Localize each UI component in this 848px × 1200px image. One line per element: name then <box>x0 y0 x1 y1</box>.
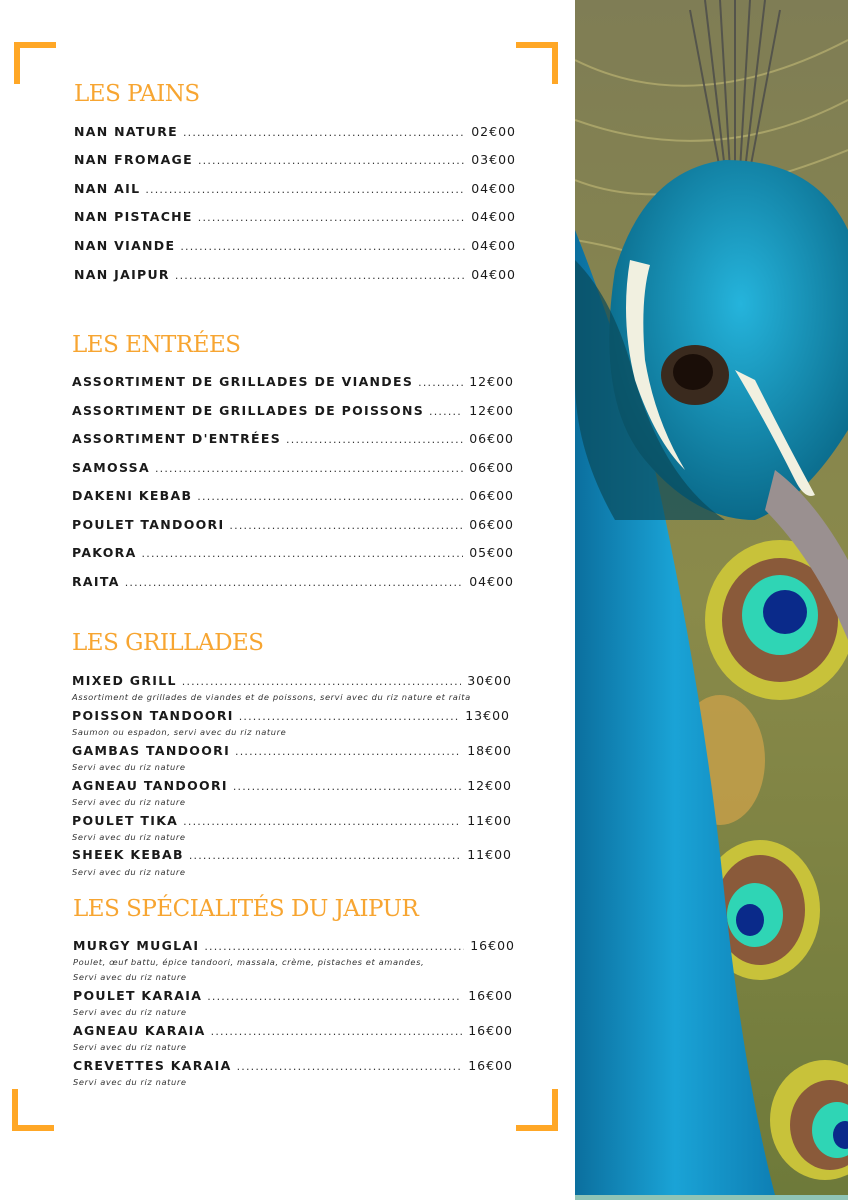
dot-leader <box>211 1025 463 1038</box>
item-name: NAN NATURE <box>74 124 178 139</box>
item-description: Servi avec du riz nature <box>73 1007 187 1017</box>
dot-leader <box>189 849 461 862</box>
item-name: POULET TIKA <box>72 813 179 828</box>
item-description: Servi avec du riz nature <box>73 972 187 982</box>
item-price: 02€00 <box>471 124 516 139</box>
item-price: 05€00 <box>469 545 514 560</box>
item-name: AGNEAU TANDOORI <box>72 778 228 793</box>
item-name: DAKENI KEBAB <box>72 488 193 503</box>
menu-item <box>74 152 516 170</box>
dot-leader <box>233 780 461 793</box>
menu-item <box>72 813 512 831</box>
item-price: 04€00 <box>471 238 516 253</box>
item-description: Assortiment de grillades de viandes et de poissons, servi avec du riz nature et raita <box>72 692 471 702</box>
dot-leader <box>429 405 463 418</box>
menu-item <box>72 545 514 563</box>
menu-item <box>72 708 510 726</box>
item-price: 12€00 <box>469 374 514 389</box>
menu-item <box>73 938 515 956</box>
item-price: 11€00 <box>467 813 512 828</box>
menu-item <box>72 673 512 691</box>
item-description: Servi avec du riz nature <box>72 867 186 877</box>
corner-bracket-top-right <box>516 42 558 84</box>
item-name: POISSON TANDOORI <box>72 708 234 723</box>
item-price: 12€00 <box>467 778 512 793</box>
item-description: Servi avec du riz nature <box>72 832 186 842</box>
menu-item <box>72 778 512 796</box>
menu-item <box>74 267 516 285</box>
item-description: Servi avec du riz nature <box>72 797 186 807</box>
item-name: SAMOSSA <box>72 460 150 475</box>
item-price: 16€00 <box>470 938 515 953</box>
item-price: 03€00 <box>471 152 516 167</box>
item-price: 04€00 <box>471 209 516 224</box>
corner-bracket-bottom-left <box>12 1089 54 1131</box>
dot-leader <box>198 211 465 224</box>
item-price: 11€00 <box>467 847 512 862</box>
menu-item <box>73 988 513 1006</box>
dot-leader <box>239 710 460 723</box>
item-price: 13€00 <box>465 708 510 723</box>
item-name: POULET KARAIA <box>73 988 203 1003</box>
dot-leader <box>155 462 463 475</box>
menu-item <box>74 238 516 256</box>
dot-leader <box>197 490 463 503</box>
dot-leader <box>229 519 463 532</box>
section-title-grillades: LES GRILLADES <box>72 630 264 656</box>
dot-leader <box>182 675 461 688</box>
menu-item <box>74 124 516 142</box>
dot-leader <box>207 990 462 1003</box>
menu-item <box>72 847 512 865</box>
item-price: 16€00 <box>468 1023 513 1038</box>
item-description: Saumon ou espadon, servi avec du riz nature <box>72 727 287 737</box>
bottom-strip <box>575 1195 848 1200</box>
menu-item <box>72 574 514 592</box>
item-name: NAN JAIPUR <box>74 267 170 282</box>
item-price: 04€00 <box>469 574 514 589</box>
section-title-entrees: LES ENTRÉES <box>72 332 241 358</box>
item-name: NAN AIL <box>74 181 141 196</box>
item-price: 06€00 <box>469 517 514 532</box>
menu-item <box>74 181 516 199</box>
item-name: MIXED GRILL <box>72 673 177 688</box>
item-name: NAN VIANDE <box>74 238 176 253</box>
item-description: Poulet, œuf battu, épice tandoori, massala, crème, pistaches et amandes, <box>73 957 425 967</box>
item-name: RAITA <box>72 574 120 589</box>
item-price: 18€00 <box>467 743 512 758</box>
item-name: POULET TANDOORI <box>72 517 225 532</box>
dot-leader <box>145 183 465 196</box>
dot-leader <box>235 745 461 758</box>
menu-item <box>72 460 514 478</box>
item-name: NAN PISTACHE <box>74 209 193 224</box>
item-name: CREVETTES KARAIA <box>73 1058 232 1073</box>
corner-bracket-bottom-right <box>516 1089 558 1131</box>
item-name: ASSORTIMENT DE GRILLADES DE VIANDES <box>72 374 414 389</box>
dot-leader <box>183 126 465 139</box>
item-name: ASSORTIMENT DE GRILLADES DE POISSONS <box>72 403 425 418</box>
item-name: MURGY MUGLAI <box>73 938 200 953</box>
menu-item <box>72 517 514 535</box>
item-price: 06€00 <box>469 488 514 503</box>
item-price: 16€00 <box>468 988 513 1003</box>
section-title-specialites: LES SPÉCIALITÉS DU JAIPUR <box>73 896 419 922</box>
item-name: ASSORTIMENT D'ENTRÉES <box>72 431 282 446</box>
item-description: Servi avec du riz nature <box>72 762 186 772</box>
item-price: 04€00 <box>471 181 516 196</box>
item-price: 04€00 <box>471 267 516 282</box>
item-price: 06€00 <box>469 431 514 446</box>
item-name: AGNEAU KARAIA <box>73 1023 206 1038</box>
item-description: Servi avec du riz nature <box>73 1042 187 1052</box>
dot-leader <box>142 547 464 560</box>
dot-leader <box>125 576 464 589</box>
item-price: 12€00 <box>469 403 514 418</box>
peacock-illustration <box>575 0 848 1195</box>
dot-leader <box>175 269 465 282</box>
item-name: NAN FROMAGE <box>74 152 193 167</box>
menu-item <box>72 374 514 392</box>
item-name: SHEEK KEBAB <box>72 847 184 862</box>
dot-leader <box>198 154 465 167</box>
menu-item <box>72 431 514 449</box>
item-description: Servi avec du riz nature <box>73 1077 187 1087</box>
dot-leader <box>204 940 464 953</box>
item-price: 16€00 <box>468 1058 513 1073</box>
section-title-pains: LES PAINS <box>74 81 200 107</box>
menu-item <box>73 1058 513 1076</box>
corner-bracket-top-left <box>14 42 56 84</box>
item-price: 06€00 <box>469 460 514 475</box>
peacock-photo <box>575 0 848 1195</box>
item-name: PAKORA <box>72 545 137 560</box>
item-price: 30€00 <box>467 673 512 688</box>
dot-leader <box>183 815 461 828</box>
menu-item <box>74 209 516 227</box>
dot-leader <box>237 1060 463 1073</box>
item-name: GAMBAS TANDOORI <box>72 743 231 758</box>
menu-item <box>72 403 514 421</box>
menu-item <box>72 488 514 506</box>
dot-leader <box>180 240 465 253</box>
dot-leader <box>286 433 463 446</box>
dot-leader <box>418 376 463 389</box>
menu-item <box>72 743 512 761</box>
menu-item <box>73 1023 513 1041</box>
